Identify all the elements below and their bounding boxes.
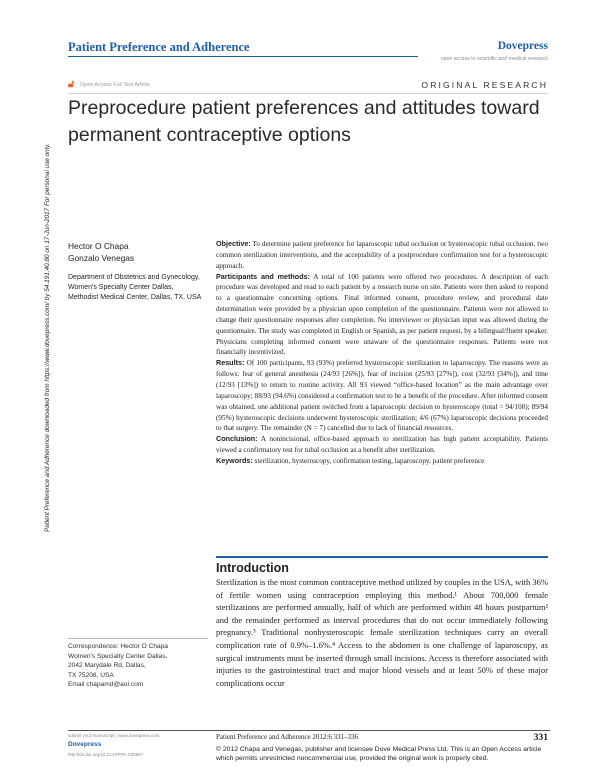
title-rule — [68, 93, 548, 94]
correspondence-address: TX 75208, USA — [68, 671, 114, 679]
citation: Patient Preference and Adherence 2012:6 331–336 — [216, 733, 359, 741]
introduction-text: Sterilization is the most common contraceptive method utilized by couples in the USA, with 36% of fertile women using contraception employing this method.¹ About 700,000 female sterilizations are performed annually, half of which are performed within 48 hours postpartum² and the remainder performed as interval procedures that do not occur immediately following pregnancy.³ Traditional nonhysteroscopic female sterilization techniques carry an overall complication rate of 0.9%–1.6%.⁴ Access to the abdomen is one challenge of laparoscopy, as surgical instruments must be inserted through small incisions. Access is therefore associated with injuries to the gastrointestinal tract and major blood vessels and at least 50% of these major complications occur — [216, 577, 548, 688]
objective-text: To determine patient preference for laparoscopic tubal occlusion or hysteroscopic tubal occlusion, two common sterilization interventions, and the acceptability of a postprocedure confirmation test for a hysteroscopic approach. — [216, 240, 548, 270]
conclusion-label: Conclusion: — [216, 434, 258, 444]
intro-rule — [216, 556, 548, 558]
abstract-objective — [216, 239, 548, 272]
publisher-logo[interactable]: Dovepress — [497, 40, 548, 52]
correspondence-rule — [68, 638, 208, 639]
affiliation: Department of Obstetrics and Gynecology, Women's Specialty Center Dallas, Methodist Medical Center, Dallas, TX, USA — [68, 274, 202, 301]
header-rule — [68, 56, 418, 57]
conclusion-text: A nonincisional, office-based approach to sterilization has high patient acceptability. Patients viewed a confirmatory test for tubal occlusion as a benefit after sterilization. — [216, 435, 548, 455]
methods-label: Participants and methods: — [216, 271, 310, 281]
correspondence-block — [68, 642, 208, 690]
abstract-methods — [216, 272, 548, 359]
author-name: Gonzalo Venegas — [68, 253, 135, 263]
abstract-results — [216, 358, 548, 434]
download-sidebar — [28, 138, 68, 534]
open-access-label: Open Access Full Text Article — [80, 82, 150, 88]
correspondence-label: Correspondence: Hector O Chapa — [68, 643, 169, 650]
section-heading: Introduction — [216, 561, 289, 575]
keywords-label: Keywords: — [216, 455, 253, 465]
correspondence-org: Women's Specialty Center Dallas, — [68, 652, 168, 660]
footer-rule — [68, 730, 550, 731]
abstract — [216, 239, 548, 549]
publisher-tagline: open access to scientific and medical research — [440, 56, 548, 62]
results-text: Of 100 participants, 93 (93%) preferred hysteroscopic sterilization to laparoscopy. The reasons were as follows: fear of general anesthesia (24/93 [26%]), fear of incision (25/93 [27%]), cost (32/93 [34%]), and time (12/93 [13%]) to return to routine activity. All 93 viewed “office-based location” as the main advantage over laparoscopy; 88/93 (94.6%) considered a confirmation test to be a benefit of the procedure. After informed consent was obtained, one additional patient switched from a laparoscopic decision to hysteroscopy (total = 94/100); 89/94 (95%) hysteroscopic decisions underwent hysteroscopic sterilization; 4/6 (67%) laparoscopic decisions proceeded to that surgery. The remainder (N = 7) cancelled due to lack of financial resources. — [216, 359, 548, 433]
correspondence-address: 2042 Marydale Rd, Dallas, — [68, 662, 146, 670]
open-access-icon: 🔓︎ — [68, 79, 75, 90]
download-notice: Patient Preference and Adherence downloaded from https://www.dovepress.com/ by 54.191.40.80 on 17-Jun-2017 For personal use only. — [43, 143, 51, 532]
article-title: Preprocedure patient preferences and attitudes toward permanent contraceptive options — [68, 97, 540, 146]
page-number: 331 — [533, 733, 548, 743]
results-label: Results: — [216, 358, 245, 368]
objective-label: Objective: — [216, 239, 251, 248]
author-name: Hector O Chapa — [68, 241, 129, 251]
doi-link[interactable]: http://dx.doi.org/10.2147/PPA.S30687 — [68, 752, 144, 757]
author-list — [68, 240, 134, 264]
abstract-keywords — [216, 456, 548, 467]
journal-title: Patient Preference and Adherence — [68, 40, 250, 54]
license-text: © 2012 Chapa and Venegas, publisher and licensee Dove Medical Press Ltd. This is an Open Access article which permits unrestricted noncommercial use, provided the original work is properly cited. — [216, 746, 542, 762]
article-type: ORIGINAL RESEARCH — [421, 80, 548, 90]
methods-text: A total of 100 patients were offered two procedures. A description of each procedure was developed and read to each patient by a research nurse on site. Patients were then asked to respond to a questionnaire concerning options. Final informed consent, procedure review, and procedural date determination were provided by a physician upon completion of the questionnaire. Patients were not allowed to change their questionnaire responses after completion. No interviewer or physician input was allowed during the questionnaire. The study was completed in English or Spanish, as per patient request, by a bilingual/fluent speaker. Physicians completing informed consent were unaware of the questionnaire responses. Patients were not financially incentivized. — [216, 272, 548, 357]
abstract-conclusion — [216, 434, 548, 456]
submit-link[interactable]: submit your manuscript | www.dovepress.com — [68, 733, 160, 738]
footer-publisher: Dovepress — [68, 741, 102, 748]
keywords-text: sterilization, hysteroscopy, confirmation testing, laparoscopy, patient preference — [254, 456, 485, 465]
correspondence-email[interactable]: Email chapamd@aol.com — [68, 681, 144, 689]
